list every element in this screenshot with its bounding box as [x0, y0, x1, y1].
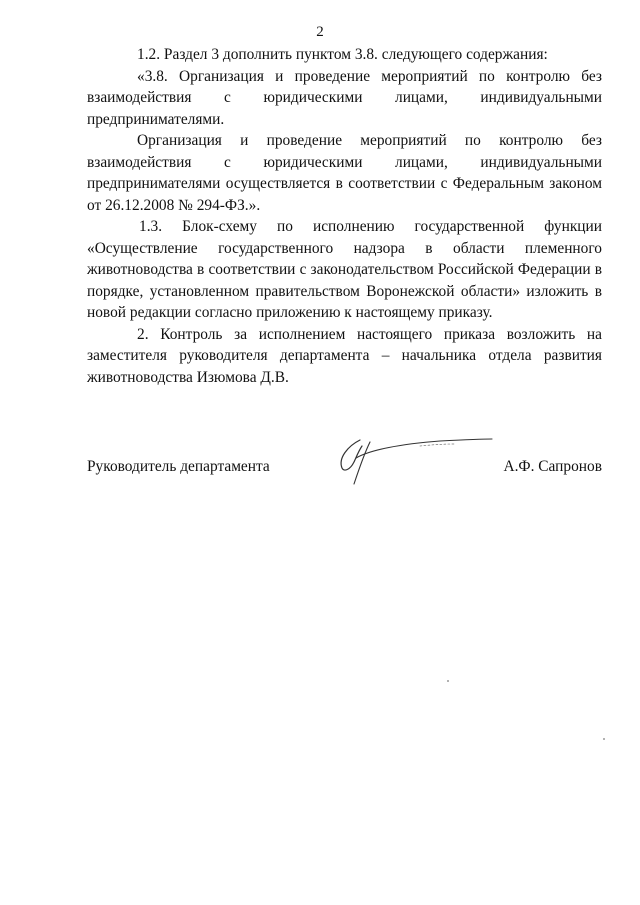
paragraph-3-8-body: Организация и проведение мероприятий по контролю без взаимодействия с юридическими лицами, индивидуальными предпринимателями осуществляется в соответствии с Федеральным законом от 26.12.2008 № 294-ФЗ.». [87, 132, 602, 214]
scan-speck [603, 738, 605, 740]
page-number: 2 [316, 24, 324, 40]
document-body [87, 44, 602, 388]
signatory-title: Руководитель департамента [87, 458, 270, 475]
handwritten-signature [330, 428, 500, 488]
paragraph-3-8-heading: «3.8. Организация и проведение мероприятий по контролю без взаимодействия с юридическими лицами, индивидуальными предпринимателями. [87, 67, 602, 128]
paragraph-1-2: 1.2. Раздел 3 дополнить пунктом 3.8. следующего содержания: [137, 46, 548, 63]
paragraph-1-3: 1.3. Блок-схему по исполнению государственной функции «Осуществление государственного надзора в области племенного животноводства в соответствии с законодательством Российской Федерации в порядке, установленном правительством Воронежской области» изложить в новой редакции согласно приложению к настоящему приказу. [87, 218, 602, 321]
signatory-name: А.Ф. Сапронов [503, 458, 602, 475]
scan-speck [447, 680, 449, 682]
paragraph-2: 2. Контроль за исполнением настоящего приказа возложить на заместителя руководителя департамента – начальника отдела развития животноводства Изюмова Д.В. [87, 325, 602, 386]
